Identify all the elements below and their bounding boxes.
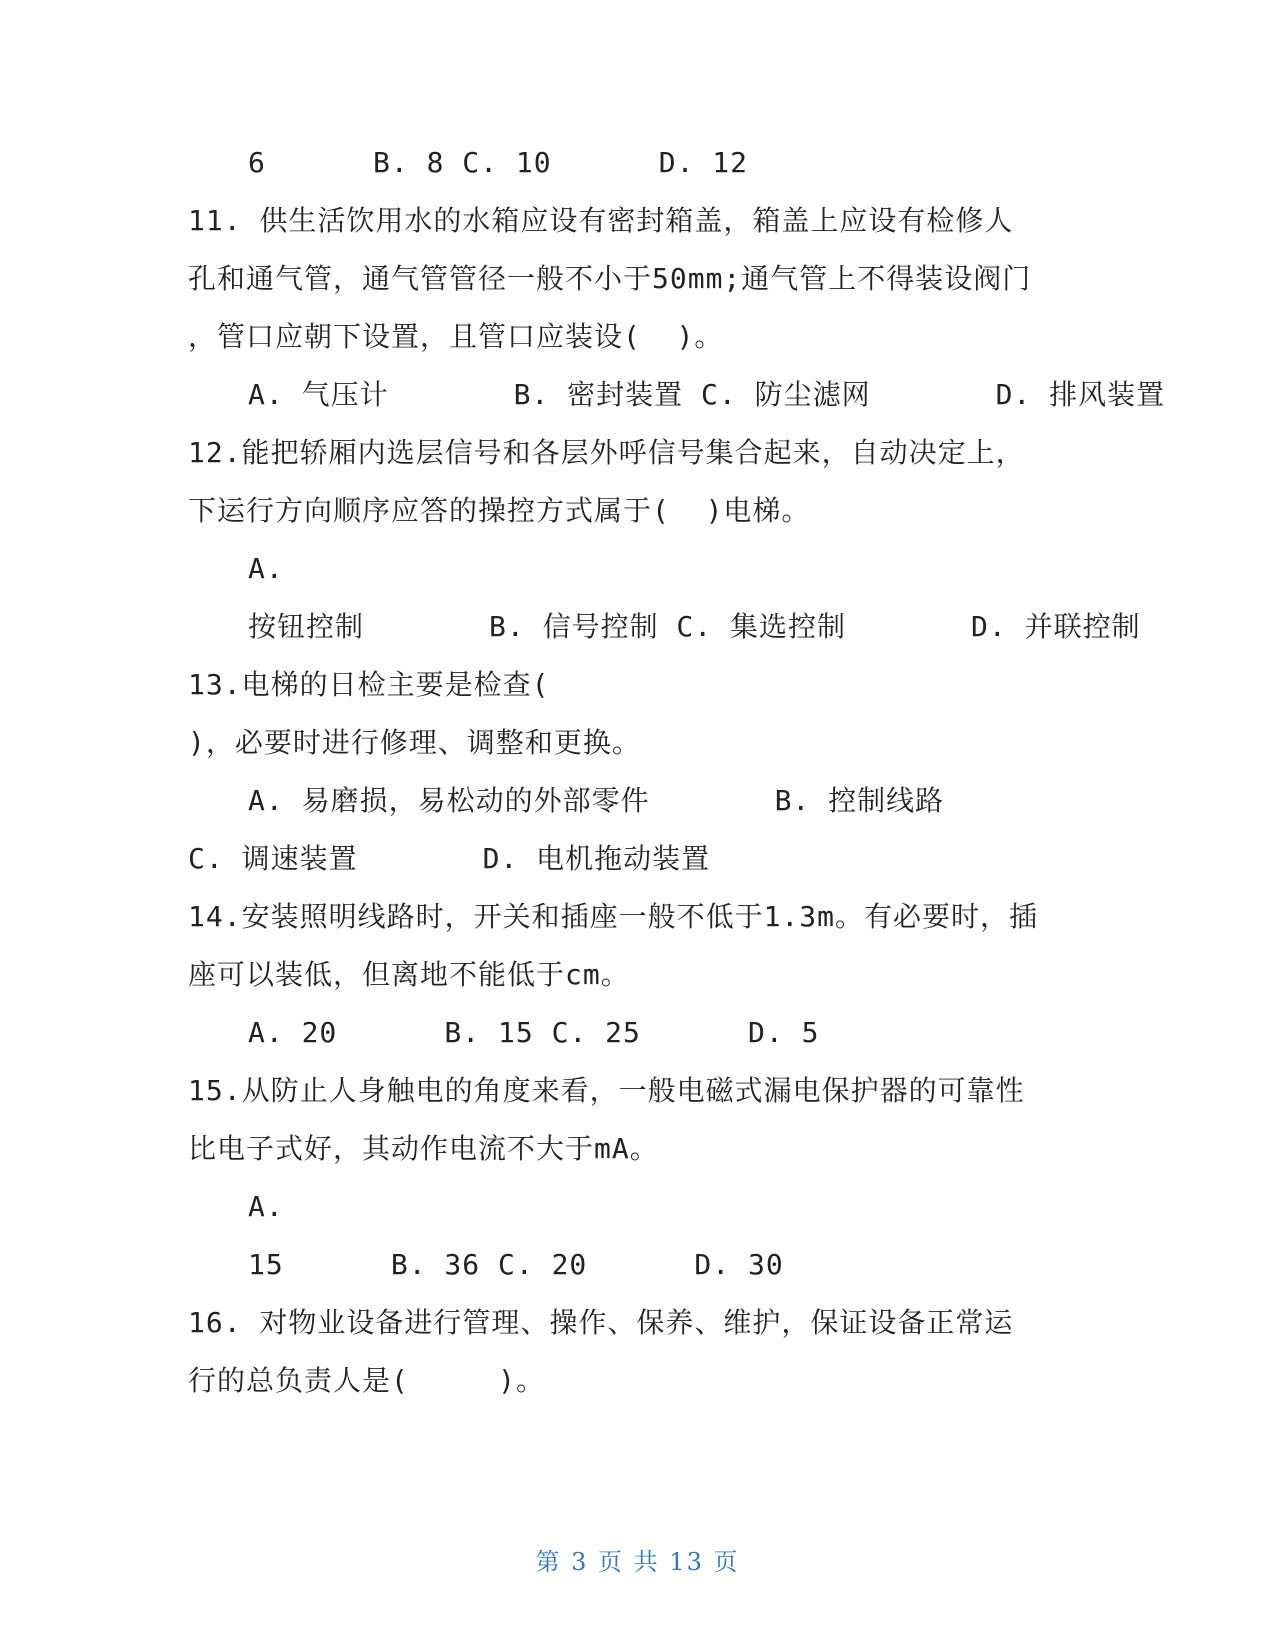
q11-text-line-1: 11. 供生活饮用水的水箱应设有密封箱盖，箱盖上应设有检修人: [188, 204, 1014, 237]
q13-options-line-2: C. 调速装置 D. 电机拖动装置: [188, 842, 711, 875]
q15-option-a-label: A.: [248, 1190, 284, 1223]
q13-text-line-1: 13.电梯的日检主要是检查(: [188, 668, 550, 701]
q10-options: 6 B. 8 C. 10 D. 12: [248, 146, 749, 179]
q14-text-line-2: 座可以装低，但离地不能低于cm。: [188, 958, 630, 991]
q11-text-line-2: 孔和通气管，通气管管径一般不小于50mm;通气管上不得装设阀门: [188, 262, 1032, 295]
q14-options: A. 20 B. 15 C. 25 D. 5: [248, 1016, 820, 1049]
q12-option-a-label: A.: [248, 552, 284, 585]
q15-text-line-1: 15.从防止人身触电的角度来看，一般电磁式漏电保护器的可靠性: [188, 1074, 1025, 1107]
q15-options: 15 B. 36 C. 20 D. 30: [248, 1248, 784, 1281]
q11-text-line-3: ，管口应朝下设置，且管口应装设( )。: [188, 320, 724, 353]
page-number-footer: 第 3 页 共 13 页: [535, 1548, 740, 1576]
q11-options: A. 气压计 B. 密封装置 C. 防尘滤网 D. 排风装置: [248, 378, 1166, 411]
q15-text-line-2: 比电子式好，其动作电流不大于mA。: [188, 1132, 659, 1165]
q12-options: 按钮控制 B. 信号控制 C. 集选控制 D. 并联控制: [248, 610, 1141, 643]
q13-text-line-2: )，必要时进行修理、调整和更换。: [188, 726, 641, 759]
q12-text-line-1: 12.能把轿厢内选层信号和各层外呼信号集合起来，自动决定上，: [188, 436, 1025, 469]
q16-text-line-1: 16. 对物业设备进行管理、操作、保养、维护，保证设备正常运: [188, 1306, 1014, 1339]
q12-text-line-2: 下运行方向顺序应答的操控方式属于( )电梯。: [188, 494, 811, 527]
q14-text-line-1: 14.安装照明线路时，开关和插座一般不低于1.3m。有必要时，插: [188, 900, 1039, 933]
q16-text-line-2: 行的总负责人是( )。: [188, 1364, 546, 1397]
q13-options-line-1: A. 易磨损，易松动的外部零件 B. 控制线路: [248, 784, 945, 817]
